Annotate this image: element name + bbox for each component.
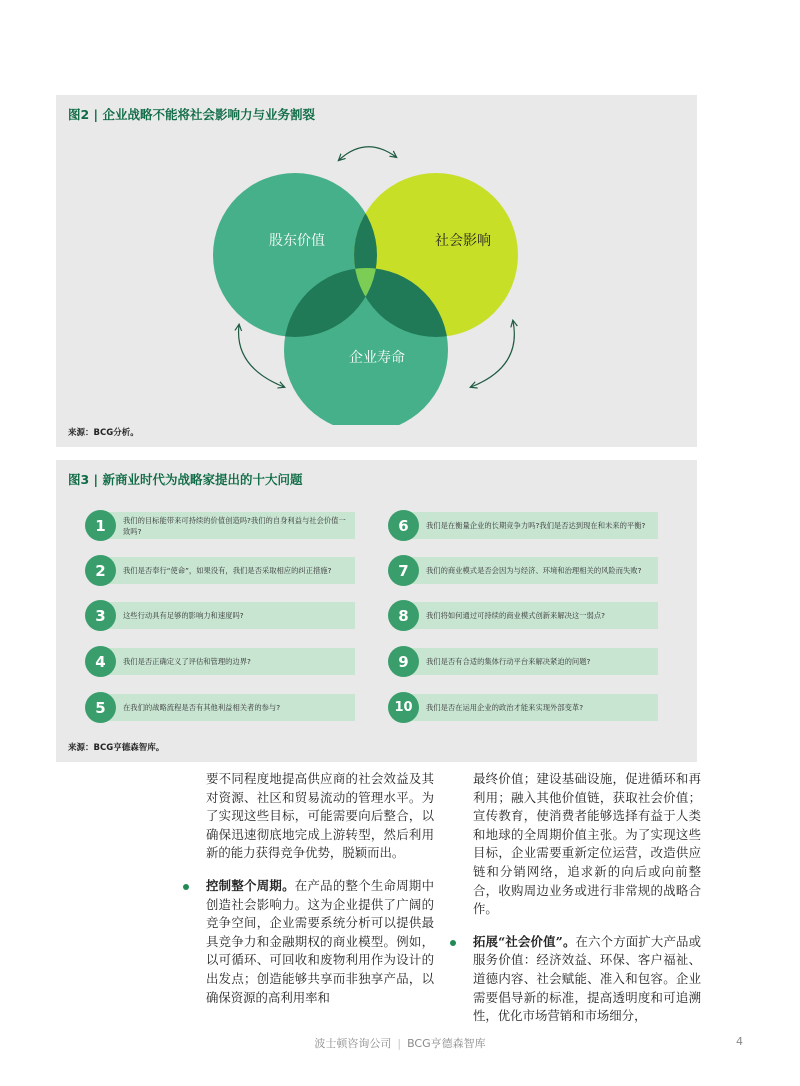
question-number-badge: 4	[85, 646, 116, 677]
question-text: 我们是否有合适的集体行动平台来解决紧迫的问题?	[426, 657, 591, 666]
question-number-badge: 6	[388, 510, 419, 541]
question-number-badge: 3	[85, 600, 116, 631]
figure-2-source: 来源：BCG分析。	[68, 428, 139, 438]
bullet-paragraph	[473, 933, 701, 1026]
label-social-impact: 社会影响	[435, 233, 491, 249]
question-text: 我们是否正确定义了评估和管理的边界?	[123, 657, 251, 666]
bullet-dot-icon	[450, 940, 456, 946]
body-paragraph: 最终价值；建设基础设施，促进循环和再利用；融入其他价值链，获取社会价值；宣传教育，使消费者能够选择有益于人类和地球的全周期价值主张。为了实现这些目标，企业需要重新定位运营，改造供应链和分销网络，追求新的向后或向前整合，收购周边业务或进行非常规的战略合作。	[473, 771, 701, 917]
question-text: 我们是在衡量企业的长期竞争力吗?我们是否达到现在和未来的平衡?	[426, 521, 646, 530]
question-item	[388, 600, 658, 628]
cycle-arrow-top	[339, 147, 396, 160]
question-item	[85, 600, 355, 628]
question-item	[85, 555, 355, 583]
question-number-badge: 9	[388, 646, 419, 677]
footer-institute: BCG亨德森智库	[407, 1037, 486, 1050]
bullet-text: 在产品的整个生命周期中创造社会影响力。这为企业提供了广阔的竞争空间，企业需要系统分析可以提供最具竞争力和金融期权的商业模型。例如，以可循环、可回收和废物利用作为设计的出发点；创造能够共享而非独享产品，以确保资源的高利用率和	[206, 877, 435, 1005]
question-text: 我们将如何通过可持续的商业模式创新来解决这一弱点?	[426, 611, 605, 620]
question-text: 这些行动具有足够的影响力和速度吗?	[123, 611, 244, 620]
bullet-dot-icon	[183, 884, 189, 890]
question-number-badge: 8	[388, 600, 419, 631]
figure-2-title: 图2 | 企业战略不能将社会影响力与业务割裂	[68, 107, 315, 122]
question-text: 在我们的战略流程是否有其他利益相关者的参与?	[123, 703, 281, 712]
footer-branding	[0, 1035, 800, 1051]
body-column-right	[473, 770, 701, 1026]
figure-3-source: 来源：BCG亨德森智库。	[68, 743, 165, 753]
figure-3-title: 图3 | 新商业时代为战略家提出的十大问题	[68, 472, 303, 487]
bullet-lead: 控制整个周期。	[206, 877, 295, 893]
question-item	[388, 646, 658, 674]
figure-2-panel	[56, 95, 697, 447]
question-text: 我们是否奉行“使命”，如果没有，我们是否采取相应的纠正措施?	[123, 566, 332, 575]
venn-diagram	[56, 95, 697, 425]
question-item	[85, 646, 355, 674]
question-number-badge: 10	[388, 692, 419, 723]
question-item	[85, 510, 355, 538]
question-text: 我们是否在运用企业的政治才能来实现外部变革?	[426, 703, 584, 712]
cycle-arrow-right	[471, 321, 514, 387]
question-item	[388, 555, 658, 583]
question-item	[388, 692, 658, 720]
bullet-lead: 拓展“社会价值”。	[473, 933, 576, 949]
footer-company: 波士顿咨询公司	[314, 1037, 392, 1050]
bullet-paragraph	[206, 877, 434, 1007]
question-number-badge: 1	[85, 510, 116, 541]
question-item	[85, 692, 355, 720]
question-text: 我们的商业模式是否会因为与经济、环境和治理相关的风险而失败?	[426, 566, 642, 575]
question-text: 我们的目标能带来可持续的价值创造吗?我们的自身利益与社会价值一致吗?	[123, 515, 346, 536]
label-shareholder-value: 股东价值	[269, 233, 325, 249]
question-number-badge: 7	[388, 555, 419, 586]
question-number-badge: 2	[85, 555, 116, 586]
body-paragraph: 要不同程度地提高供应商的社会效益及其对资源、社区和贸易流动的管理水平。为了实现这些目标，可能需要向后整合，以确保迅速彻底地完成上游转型，然后利用新的能力获得竞争优势，脱颖而出。	[206, 771, 434, 861]
label-corporate-longevity: 企业寿命	[349, 350, 405, 366]
question-number-badge: 5	[85, 692, 116, 723]
footer-separator: |	[397, 1037, 402, 1050]
figure-3-panel	[56, 460, 697, 762]
bullet-text: 在六个方面扩大产品或服务价值：经济效益、环保、客户福祉、道德内容、社会赋能、准入和包容。企业需要倡导新的标准，提高透明度和可追溯性，优化市场营销和市场细分，	[473, 933, 701, 1024]
page-number: 4	[736, 1035, 743, 1048]
body-column-left	[206, 770, 434, 1007]
question-item	[388, 510, 658, 538]
